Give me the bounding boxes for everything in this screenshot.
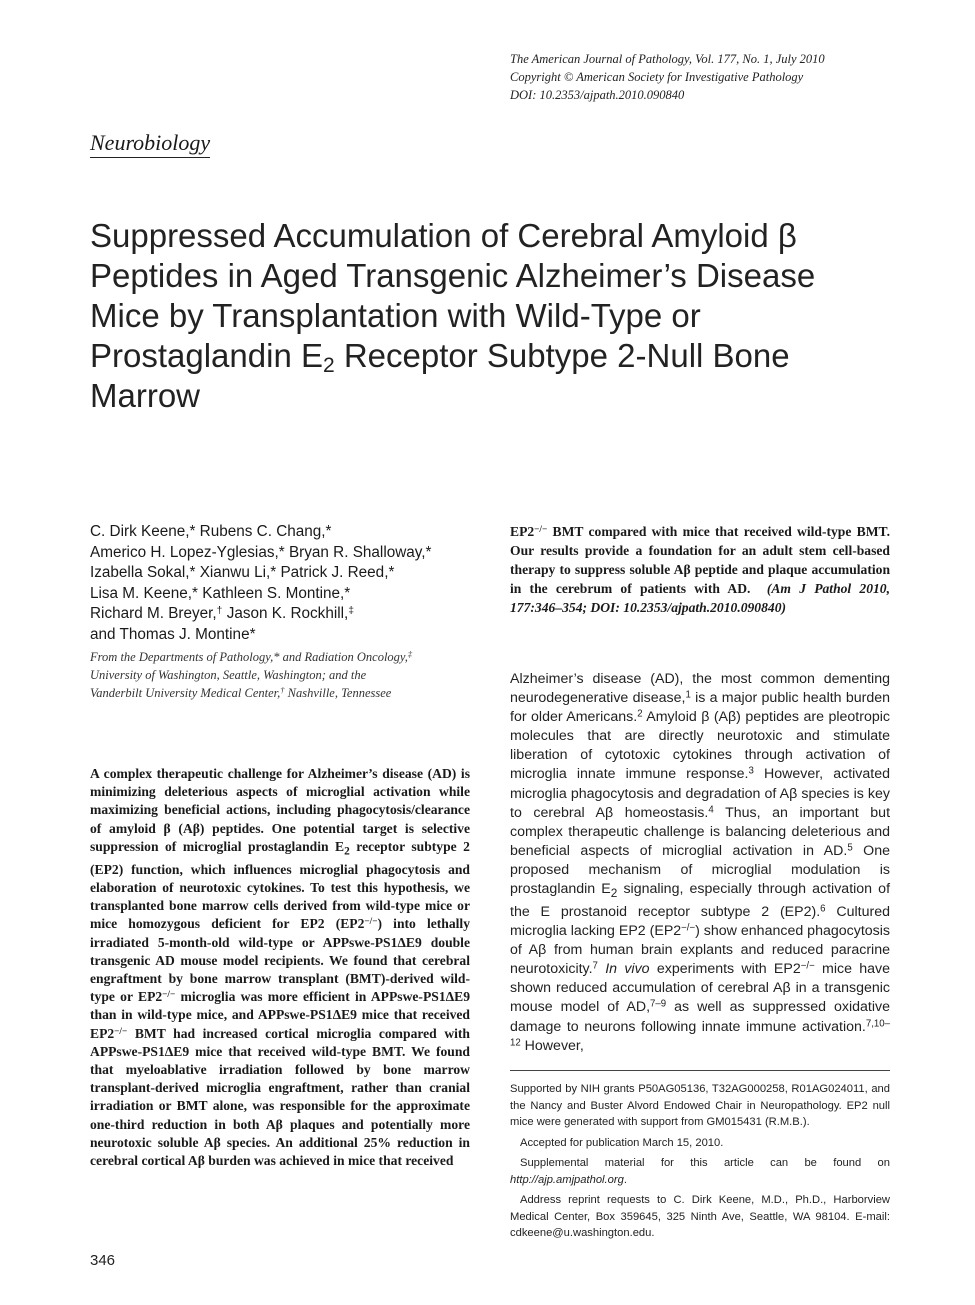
author-line: Izabella Sokal,* Xianwu Li,* Patrick J. Reed,* [90,564,395,581]
affiliation-line: From the Departments of Pathology,* and Radiation Oncology,‡ [90,649,413,664]
title-text-part1: Suppressed Accumulation of Cerebral Amyloid β Peptides in Aged Transgenic Alzheimer’s Disease Mice by Transplantation with Wild-Type or Prostaglandin E [90,217,816,374]
affiliation-line: Vanderbilt University Medical Center,† Nashville, Tennessee [90,685,392,700]
page-number: 346 [90,1252,116,1269]
doi-line: DOI: 10.2353/ajpath.2010.090840 [510,88,685,102]
author-line: Richard M. Breyer,† Jason K. Rockhill,‡ [90,605,355,622]
affiliations [90,648,500,702]
body-text: Alzheimer’s disease (AD), the most common dementing neurodegenerative disease,$^1$ is a major public health burden for older Americans.$^2$ Amyloid β (Aβ) peptides are pleotropic molecules that are directly neurotoxic and stimulate liberation of cytotoxic cytokines through activation of microglia innate immune response.$^3$ However, activated microglia phagocytosis and degradation of Aβ species is key to cerebral Aβ homeostasis.$^4$ Thus, an important but complex therapeutic challenge is balancing deleterious and beneficial aspects of microglial activation in AD.$^5$ One proposed mechanism of microglial modulation is prostaglandin $E_2$ signaling, especially through activation of the E prostanoid receptor subtype 2 (EP2).$^6$ Cultured microglia lacking EP2 (EP2−/−) show enhanced phagocytosis of Aβ from human brain explants and reduced paracrine neurotoxicity.$^7$ In vivo experiments with EP2−/− mice have shown reduced accumulation of cerebral Aβ in a transgenic mouse model of AD,$^{7-9}$ as well as suppressed oxidative damage to neurons following innate immune activation.$^{7,10-12}$ However, [510,671,891,1054]
supplemental-link[interactable]: http://ajp.amjpathol.org [510,1173,624,1186]
footnote-divider [510,1070,890,1071]
affiliation-line: University of Washington, Seattle, Washington; and the [90,668,367,682]
title-subscript: 2 [322,354,335,377]
article-citation: (Am J Pathol 2010, 177:346–354; DOI: 10.2353/ajpath.2010.090840) [510,581,891,615]
copyright-line: Copyright © American Society for Investigative Pathology [510,70,804,84]
section-label: Neurobiology [90,130,210,158]
title-text-part2: Receptor Subtype 2-Null Bone Marrow [90,337,790,414]
abstract: A complex therapeutic challenge for Alzheimer’s disease (AD) is minimizing deleterious aspects of microglial activation while maximizing beneficial actions, including phagocytosis/clearance of amyloid β (Aβ) peptides. One potential target is selective suppression of microglial prostaglandin $E_2$ receptor subtype 2 (EP2) function, which influences microglial phagocytosis and elaboration of neurotoxic cytokines. To test this hypothesis, we transplanted bone marrow cells derived from wild-type mice or mice homozygous deficient for EP2 (EP2−/−) into lethally irradiated 5-month-old wild-type or APPswe-PS1ΔE9 double transgenic AD mouse model recipients. We found that cerebral engraftment by bone marrow transplant (BMT)-derived wild-type or EP2−/− microglia was more efficient in APPswe-PS1ΔE9 than in wild-type mice, and APPswe-PS1ΔE9 mice that received EP2−/− BMT had increased cortical microglia compared with APPswe-PS1ΔE9 mice that received wild-type BMT. We found that myeloablative irradiation followed by bone marrow transplant-derived microglia engraftment, rather than cranial irradiation or BMT alone, was responsible for the approximate one-third reduction in both Aβ plaques and potentially more neurotoxic soluble Aβ species. An additional 25% reduction in cerebral cortical Aβ burden was achieved in mice that received [90,766,471,1168]
author-line: and Thomas J. Montine* [90,625,256,643]
footnote-support: Supported by NIH grants P50AG05136, T32AG000258, R01AG024011, and the Nancy and Buster Alvord Endowed Chair in Neuropathology. EP2 null mice were generated with support from GM015431 (R.M.B.). [510,1083,890,1128]
footnote-reprint: Address reprint requests to C. Dirk Keene, M.D., Ph.D., Harborview Medical Center, Box 359645, 325 Ninth Ave, Seattle, WA 98104. E-mail: cdkeene@u.washington.edu. [510,1194,890,1239]
author-line: Lisa M. Keene,* Kathleen S. Montine,* [90,584,351,602]
footnote-accepted: Accepted for publication March 15, 2010. [520,1136,724,1149]
author-line: Americo H. Lopez-Yglesias,* Bryan R. Shalloway,* [90,543,432,561]
author-line: C. Dirk Keene,* Rubens C. Chang,* [90,523,332,540]
footnotes [510,1081,890,1246]
article-title [90,216,890,416]
journal-citation: The American Journal of Pathology, Vol. 177, No. 1, July 2010 [510,52,825,66]
footnote-supplemental: Supplemental material for this article can be found on http://ajp.amjpathol.org. [510,1157,890,1186]
journal-header [510,50,930,104]
abstract-continued: EP2−/− BMT compared with mice that received wild-type BMT. Our results provide a foundation for an adult stem cell-based therapy to suppress soluble Aβ peptide and plaque accumulation in the cerebrum of patients with AD. (Am J Pathol 2010, 177:346–354; DOI: 10.2353/ajpath.2010.090840) [510,523,891,615]
author-list [90,522,500,645]
